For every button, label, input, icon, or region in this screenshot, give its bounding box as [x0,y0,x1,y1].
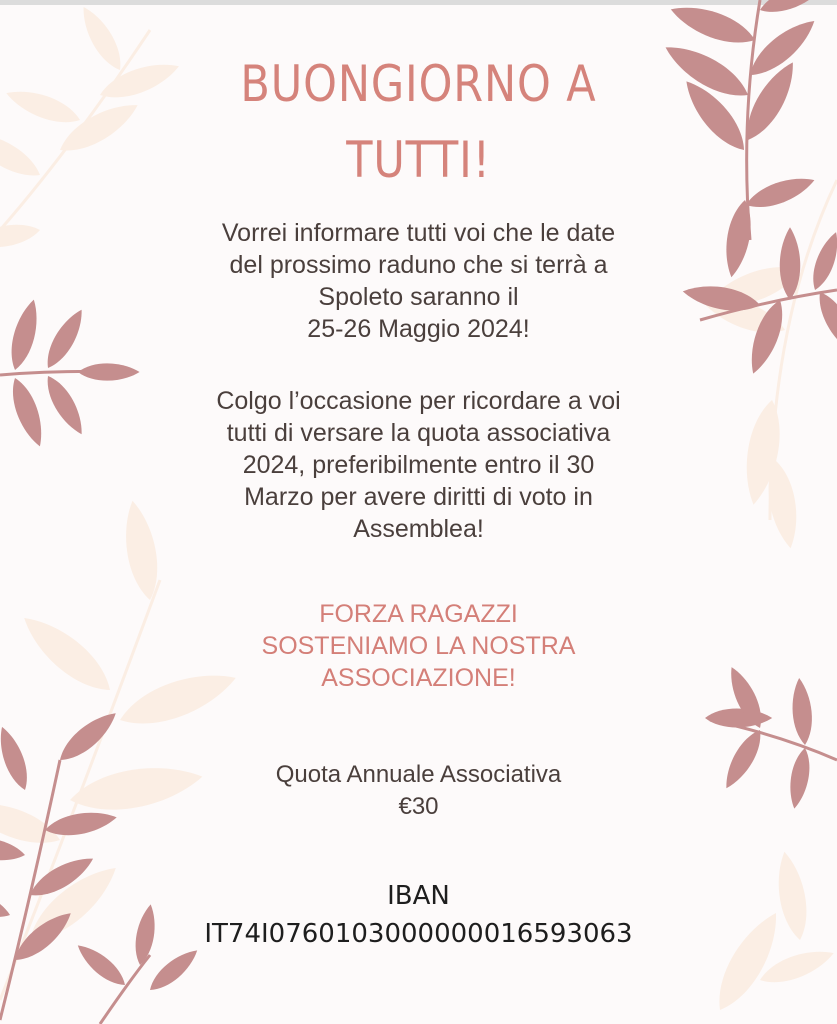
cta-line: SOSTENIAMO LA NOSTRA [261,632,576,660]
reminder-line: 2024, preferibilmente entro il 30 [242,451,595,479]
reminder-line: Assemblea! [353,515,484,543]
reminder-line: tutti di versare la quota associativa [226,419,611,447]
support-call-to-action [0,598,837,694]
meeting-announcement [0,217,837,345]
fee-label: Quota Annuale Associativa [275,761,562,788]
cta-line: ASSOCIAZIONE! [321,664,516,692]
announcement-line: 25-26 Maggio 2024! [307,315,530,343]
annual-fee [0,759,837,823]
greeting-title [59,46,779,198]
announcement-line: Vorrei informare tutti voi che le date [221,219,616,247]
iban-block [0,877,837,953]
fee-amount: €30 [398,793,439,820]
title-line: TUTTI! [346,131,491,189]
announcement-line: del prossimo raduno che si terrà a [229,251,608,279]
title-line: BUONGIORNO A [240,55,597,113]
reminder-line: Marzo per avere diritti di voto in [244,483,593,511]
reminder-line: Colgo l’occasione per ricordare a voi [216,387,621,415]
iban-label: IBAN [387,881,450,911]
membership-reminder [0,385,837,545]
iban-value: IT74I0760103000000016593063 [204,919,633,949]
announcement-line: Spoleto saranno il [318,283,519,311]
cta-line: FORZA RAGAZZI [319,600,518,628]
